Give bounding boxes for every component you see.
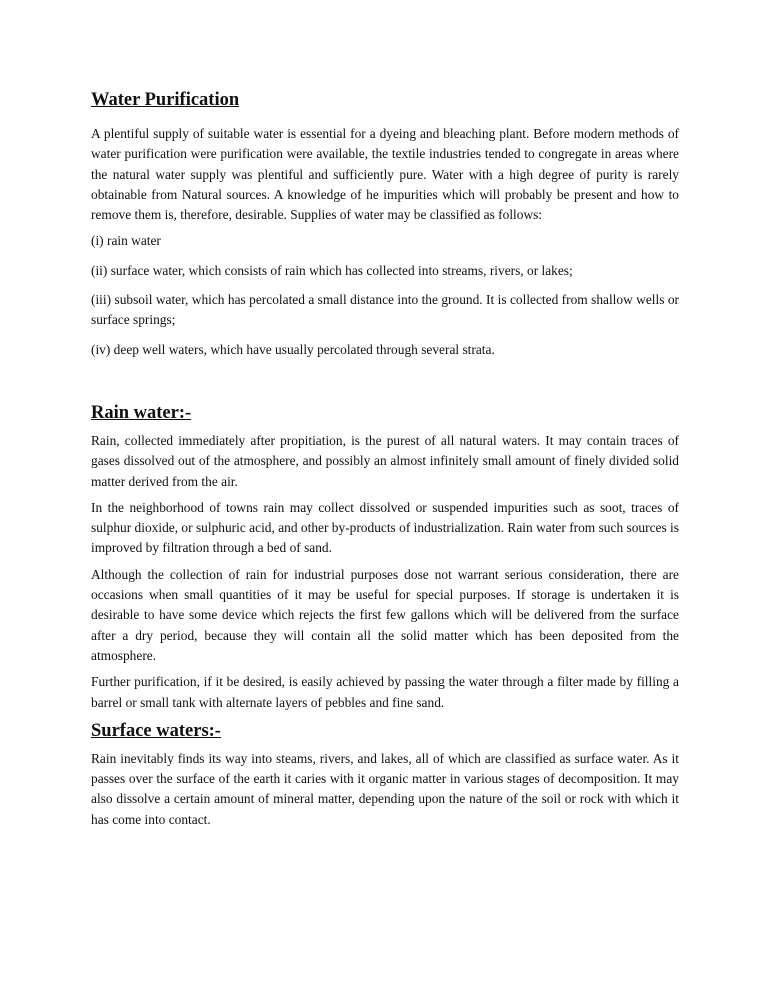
section-heading-water-purification: Water Purification <box>91 90 240 110</box>
section-heading-surface-waters: Surface waters:- <box>91 720 221 741</box>
list-item-subsoil-water: (iii) subsoil water, which has percolated a small distance into the ground. It is collected from shallow wells or surface springs; <box>91 292 679 328</box>
document-page <box>91 88 679 836</box>
list-item-rain-water: (i) rain water <box>91 233 161 249</box>
rain-paragraph-2: In the neighborhood of towns rain may collect dissolved or suspended impurities such as soot, traces of sulphur dioxide, or sulphuric acid, and other by-products of industrialization. Rain water from such sources is improved by filtration through a bed of sand. <box>91 499 679 556</box>
section-spacer <box>91 369 679 401</box>
rain-paragraph-1: Rain, collected immediately after propitiation, is the purest of all natural waters. It may contain traces of gases dissolved out of the atmosphere, and possibly an almost infinitely small amount of finely divided solid matter derived from the air. <box>91 432 679 489</box>
rain-paragraph-4: Further purification, if it be desired, is easily achieved by passing the water through a filter made by filling a barrel or small tank with alternate layers of pebbles and fine sand. <box>91 674 679 710</box>
list-item-surface-water: (ii) surface water, which consists of rain which has collected into streams, rivers, or lakes; <box>91 262 573 278</box>
surface-paragraph-1: Rain inevitably finds its way into steams, rivers, and lakes, all of which are classified as surface water. As it passes over the surface of the earth it caries with it organic matter in various stages of decomposition. It may also dissolve a certain amount of mineral matter, depending upon the nature of the soil or rock with which it has come into contact. <box>91 750 679 827</box>
list-item-deep-well-water: (iv) deep well waters, which have usually percolated through several strata. <box>91 341 495 357</box>
rain-paragraph-3: Although the collection of rain for industrial purposes dose not warrant serious consideration, there are occasions when small quantities of it may be useful for special purposes. If storage is undertaken it is desirable to have some device which rejects the first few gallons which will be delivered from the surface after a dry period, because they will contain all the solid matter which has been deposited from the atmosphere. <box>91 566 679 663</box>
intro-paragraph: A plentiful supply of suitable water is essential for a dyeing and bleaching plant. Before modern methods of water purification were purification were available, the textile industries tended to congregate in areas where the natural water supply was plentiful and sufficiently pure. Water with a high degree of purity is rarely obtainable from Natural sources. A knowledge of he impurities which will probably be present and how to remove them is, therefore, desirable. Supplies of water may be classified as follows: <box>91 126 679 223</box>
section-heading-rain-water: Rain water:- <box>91 402 192 423</box>
